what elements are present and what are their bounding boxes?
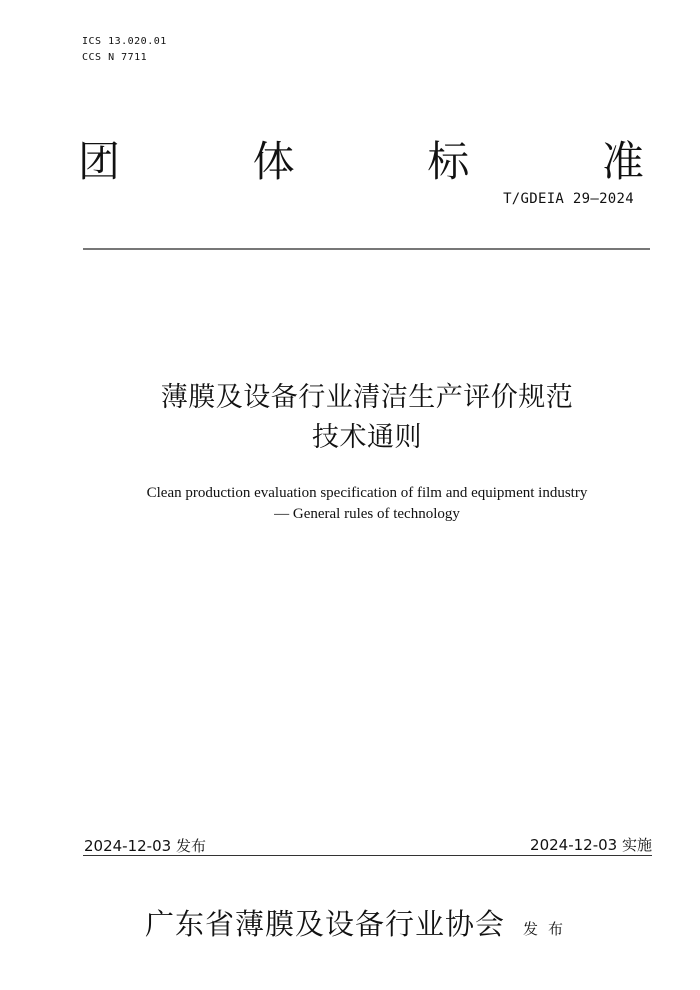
publisher-line [145, 902, 573, 943]
standard-type-char: 体 [252, 137, 295, 186]
document-english-title [0, 483, 700, 525]
standard-type-heading [78, 136, 644, 188]
document-title-line-2: 技术通则 [312, 422, 422, 453]
document-title-line-1: 薄膜及设备行业清洁生产评价规范 [160, 382, 574, 413]
classification-codes [82, 34, 167, 66]
standard-number: T/GDEIA 29—2024 [503, 191, 634, 207]
bottom-divider [83, 855, 652, 856]
publish-date: 2024-12-03 发布 [84, 837, 206, 855]
document-title [0, 378, 700, 458]
publisher-suffix: 发布 [523, 920, 574, 938]
standard-type-char: 标 [427, 137, 470, 186]
english-title-line-1: Clean production evaluation specification of film and equipment industry [146, 485, 588, 501]
effective-date: 2024-12-03 实施 [530, 836, 652, 854]
ccs-code: CCS N 7711 [82, 52, 148, 63]
publisher-name: 广东省薄膜及设备行业协会 [145, 907, 506, 941]
standard-type-char: 团 [78, 137, 121, 186]
top-divider [83, 248, 650, 250]
ics-code: ICS 13.020.01 [82, 36, 167, 47]
english-title-line-2: — General rules of technology [274, 506, 460, 522]
standard-type-char: 准 [601, 137, 644, 186]
